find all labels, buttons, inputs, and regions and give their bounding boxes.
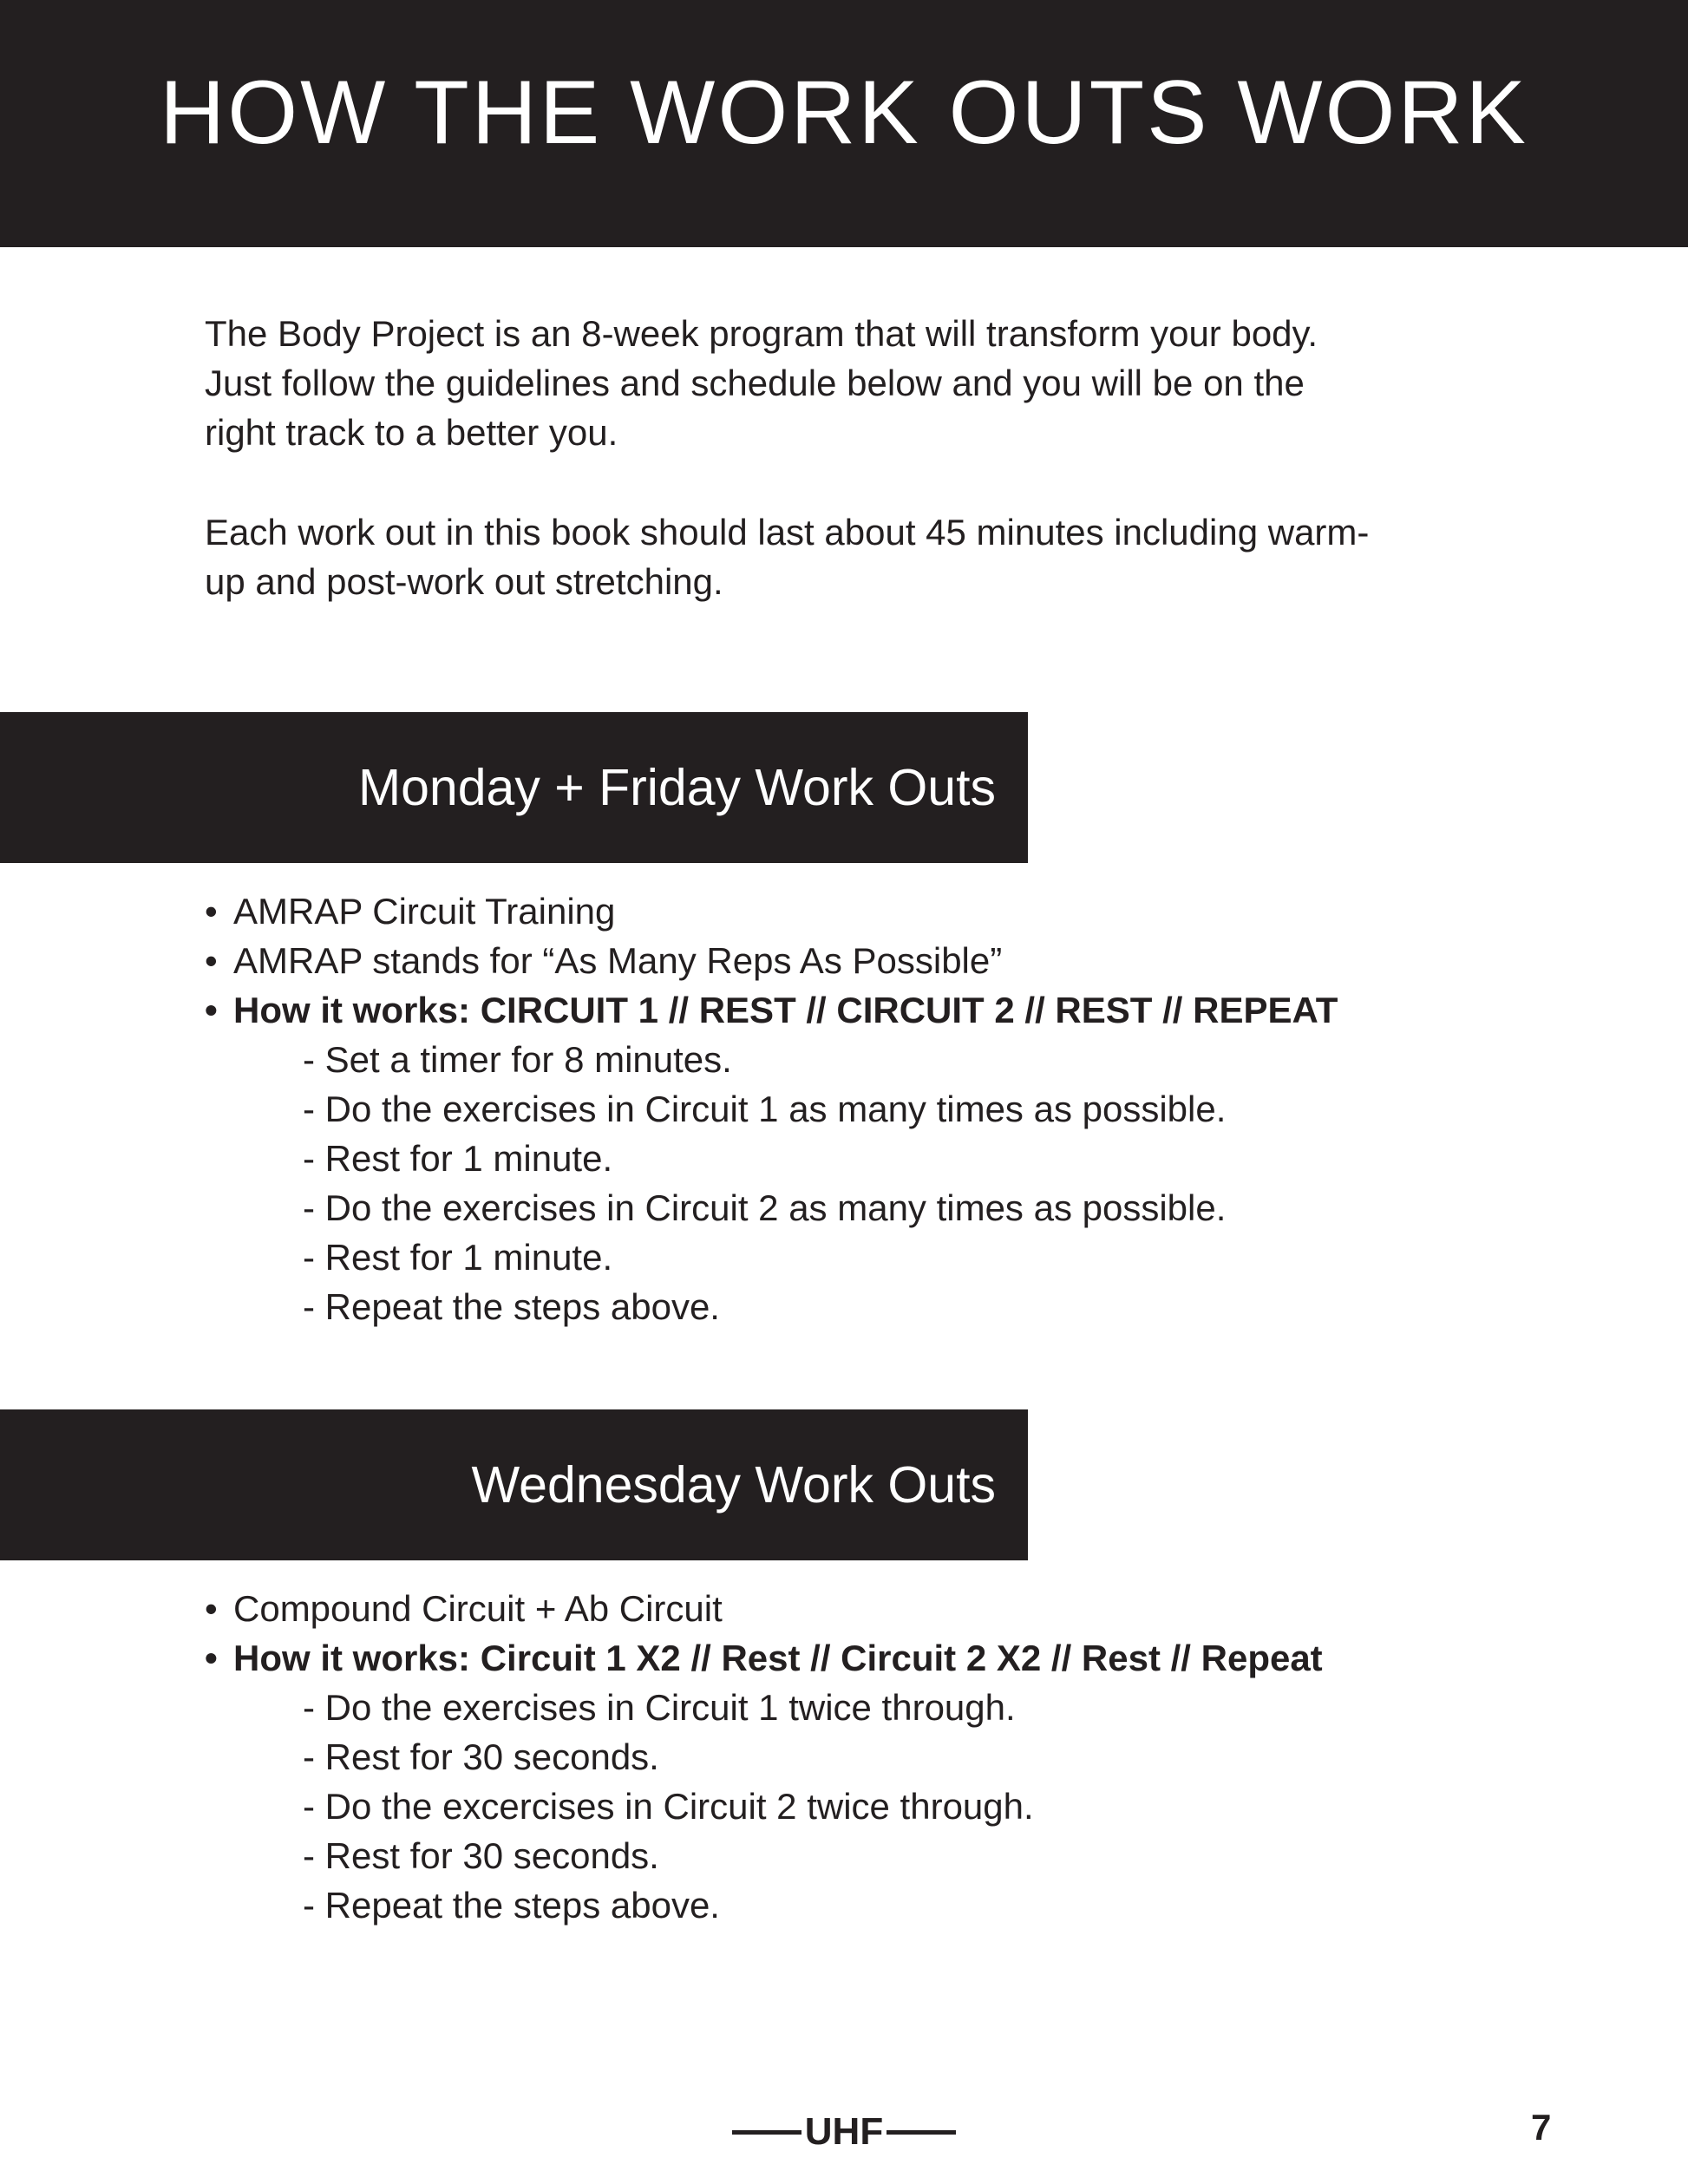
step-item: - Rest for 1 minute. [303, 1237, 613, 1278]
list-item [205, 936, 1593, 985]
intro-line: Just follow the guidelines and schedule below and you will be on the [205, 363, 1305, 403]
list-item-text: How it works: CIRCUIT 1 // REST // CIRCUIT 2 // REST // REPEAT [233, 990, 1338, 1030]
footer-logo [0, 2106, 1688, 2158]
logo-line-right [887, 2130, 956, 2135]
intro-line: right track to a better you. [205, 412, 618, 453]
page-title: HOW THE WORK OUTS WORK [160, 62, 1528, 163]
intro-line: Each work out in this book should last about 45 minutes including warm- [205, 512, 1370, 553]
logo-text: UHF [804, 2110, 884, 2153]
title-banner [0, 0, 1688, 247]
list-item-how-it-works [205, 1633, 1593, 1683]
list-item-text: How it works: Circuit 1 X2 // Rest // Circuit 2 X2 // Rest // Repeat [233, 1638, 1323, 1678]
bullet-icon: • [205, 1638, 218, 1678]
step-item: - Repeat the steps above. [303, 1885, 720, 1926]
section-title: Monday + Friday Work Outs [357, 759, 996, 816]
intro-paragraph-1 [205, 309, 1523, 457]
list-item [205, 886, 1593, 936]
step-item: - Repeat the steps above. [303, 1286, 720, 1327]
step-item: - Rest for 30 seconds. [303, 1736, 659, 1777]
list-item-text: AMRAP stands for “As Many Reps As Possible” [233, 940, 1003, 981]
list-item [205, 1584, 1593, 1633]
step-item: - Rest for 30 seconds. [303, 1835, 659, 1876]
bullet-icon: • [205, 1588, 218, 1629]
list-item-text: Compound Circuit + Ab Circuit [233, 1588, 723, 1629]
step-item: - Do the exercises in Circuit 2 as many times as possible. [303, 1187, 1227, 1228]
list-item-text: AMRAP Circuit Training [233, 891, 616, 932]
bullet-icon: • [205, 940, 218, 981]
wednesday-list [205, 1584, 1593, 1930]
intro-line: up and post-work out stretching. [205, 561, 723, 602]
intro-paragraph-2 [205, 507, 1523, 606]
step-item: - Do the exercises in Circuit 1 as many times as possible. [303, 1089, 1227, 1129]
step-item: - Set a timer for 8 minutes. [303, 1039, 732, 1080]
bullet-icon: • [205, 891, 218, 932]
section-banner-monday-friday [0, 712, 1028, 863]
intro-line: The Body Project is an 8-week program that will transform your body. [205, 313, 1318, 354]
step-item: - Rest for 1 minute. [303, 1138, 613, 1179]
page-number: 7 [1531, 2107, 1552, 2148]
section-banner-wednesday [0, 1409, 1028, 1560]
bullet-icon: • [205, 990, 218, 1030]
section-title: Wednesday Work Outs [471, 1456, 996, 1514]
step-item: - Do the excercises in Circuit 2 twice through. [303, 1786, 1034, 1827]
monday-friday-list [205, 886, 1593, 1331]
step-item: - Do the exercises in Circuit 1 twice through. [303, 1687, 1016, 1728]
logo-line-left [732, 2130, 801, 2135]
list-item-how-it-works [205, 985, 1593, 1035]
